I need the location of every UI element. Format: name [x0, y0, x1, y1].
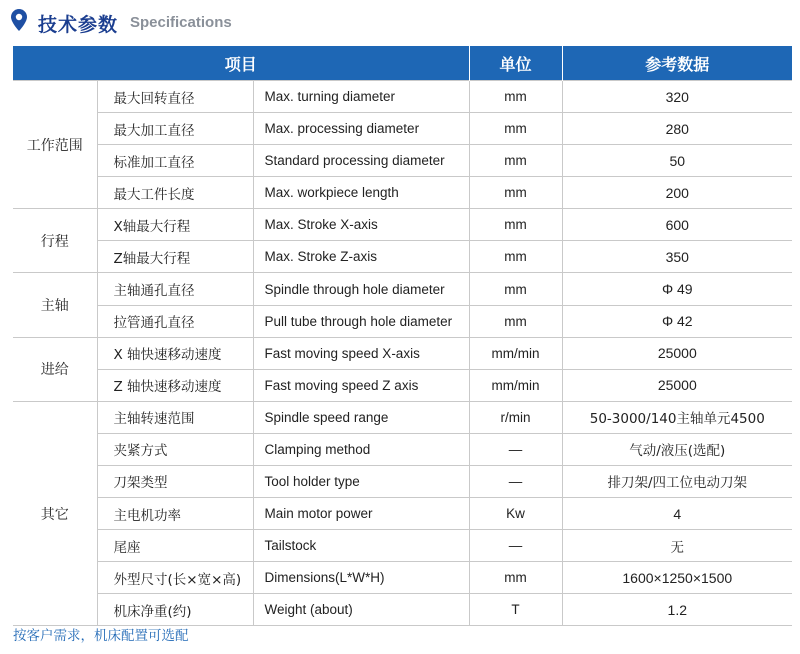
- table-row: [13, 273, 792, 305]
- param-unit: mm/min: [469, 337, 562, 369]
- param-value: 1600×1250×1500: [562, 562, 792, 594]
- param-name-cn: 最大工件长度: [97, 177, 253, 209]
- table-row: [13, 498, 792, 530]
- param-value: 320: [562, 81, 792, 113]
- table-row: [13, 562, 792, 594]
- param-unit: mm/min: [469, 369, 562, 401]
- param-unit: mm: [469, 113, 562, 145]
- location-pin-icon: [11, 9, 27, 31]
- column-header-value: 参考数据: [562, 46, 792, 81]
- param-name-cn: X 轴快速移动速度: [97, 337, 253, 369]
- param-name-cn: 主电机功率: [97, 498, 253, 530]
- param-unit: —: [469, 530, 562, 562]
- group-label: 工作范围: [13, 81, 97, 209]
- param-name-en: Tailstock: [253, 530, 469, 562]
- param-name-en: Standard processing diameter: [253, 145, 469, 177]
- param-unit: mm: [469, 241, 562, 273]
- param-name-en: Main motor power: [253, 498, 469, 530]
- table-row: [13, 465, 792, 497]
- param-unit: r/min: [469, 401, 562, 433]
- table-row: [13, 337, 792, 369]
- table-row: [13, 113, 792, 145]
- table-body: [13, 81, 792, 626]
- table-row: [13, 145, 792, 177]
- table-row: [13, 305, 792, 337]
- param-value: 600: [562, 209, 792, 241]
- param-name-en: Dimensions(L*W*H): [253, 562, 469, 594]
- table-row: [13, 241, 792, 273]
- param-unit: mm: [469, 145, 562, 177]
- table-row: [13, 81, 792, 113]
- param-name-en: Pull tube through hole diameter: [253, 305, 469, 337]
- param-name-cn: 主轴转速范围: [97, 401, 253, 433]
- param-value: 1.2: [562, 594, 792, 626]
- param-value: 25000: [562, 337, 792, 369]
- param-unit: mm: [469, 209, 562, 241]
- param-unit: Kw: [469, 498, 562, 530]
- param-unit: T: [469, 594, 562, 626]
- param-value: 50-3000/140主轴单元4500: [562, 401, 792, 433]
- group-label: 进给: [13, 337, 97, 401]
- param-value: 200: [562, 177, 792, 209]
- table-row: [13, 369, 792, 401]
- param-name-cn: 刀架类型: [97, 465, 253, 497]
- param-name-cn: 最大加工直径: [97, 113, 253, 145]
- param-name-en: Weight (about): [253, 594, 469, 626]
- table-row: [13, 209, 792, 241]
- param-name-en: Tool holder type: [253, 465, 469, 497]
- param-name-en: Max. Stroke Z-axis: [253, 241, 469, 273]
- table-header-row: [13, 46, 792, 81]
- param-value: 280: [562, 113, 792, 145]
- param-name-en: Fast moving speed Z axis: [253, 369, 469, 401]
- column-header-unit: 单位: [469, 46, 562, 81]
- param-name-cn: Z轴最大行程: [97, 241, 253, 273]
- param-name-cn: 最大回转直径: [97, 81, 253, 113]
- table-row: [13, 401, 792, 433]
- param-name-en: Fast moving speed X-axis: [253, 337, 469, 369]
- param-value: 排刀架/四工位电动刀架: [562, 465, 792, 497]
- table-row: [13, 433, 792, 465]
- param-value: 气动/液压(选配): [562, 433, 792, 465]
- column-header-item: 项目: [13, 46, 469, 81]
- param-name-cn: 机床净重(约): [97, 594, 253, 626]
- section-header: [0, 0, 800, 46]
- param-unit: mm: [469, 562, 562, 594]
- param-name-cn: Z 轴快速移动速度: [97, 369, 253, 401]
- param-name-cn: 尾座: [97, 530, 253, 562]
- param-value: Φ 49: [562, 273, 792, 305]
- group-label: 行程: [13, 209, 97, 273]
- param-unit: mm: [469, 273, 562, 305]
- param-name-en: Max. processing diameter: [253, 113, 469, 145]
- param-name-cn: X轴最大行程: [97, 209, 253, 241]
- param-name-en: Spindle through hole diameter: [253, 273, 469, 305]
- group-label: 其它: [13, 401, 97, 626]
- section-title-en: Specifications: [130, 14, 232, 31]
- footer-note: 按客户需求，机床配置可选配: [13, 628, 189, 644]
- param-name-en: Max. Stroke X-axis: [253, 209, 469, 241]
- param-value: 25000: [562, 369, 792, 401]
- param-name-en: Clamping method: [253, 433, 469, 465]
- param-unit: mm: [469, 81, 562, 113]
- table-row: [13, 594, 792, 626]
- param-unit: mm: [469, 177, 562, 209]
- param-name-en: Max. turning diameter: [253, 81, 469, 113]
- table-row: [13, 530, 792, 562]
- section-title-cn: 技术参数: [38, 14, 119, 36]
- param-unit: —: [469, 433, 562, 465]
- param-value: 50: [562, 145, 792, 177]
- param-name-en: Spindle speed range: [253, 401, 469, 433]
- param-unit: —: [469, 465, 562, 497]
- param-value: 350: [562, 241, 792, 273]
- group-label: 主轴: [13, 273, 97, 337]
- param-name-cn: 外型尺寸(长×宽×高): [97, 562, 253, 594]
- param-unit: mm: [469, 305, 562, 337]
- param-name-en: Max. workpiece length: [253, 177, 469, 209]
- param-name-cn: 夹紧方式: [97, 433, 253, 465]
- table-row: [13, 177, 792, 209]
- specifications-table: [13, 46, 792, 626]
- param-value: 无: [562, 530, 792, 562]
- param-name-cn: 拉管通孔直径: [97, 305, 253, 337]
- param-name-cn: 主轴通孔直径: [97, 273, 253, 305]
- param-name-cn: 标准加工直径: [97, 145, 253, 177]
- param-value: Φ 42: [562, 305, 792, 337]
- param-value: 4: [562, 498, 792, 530]
